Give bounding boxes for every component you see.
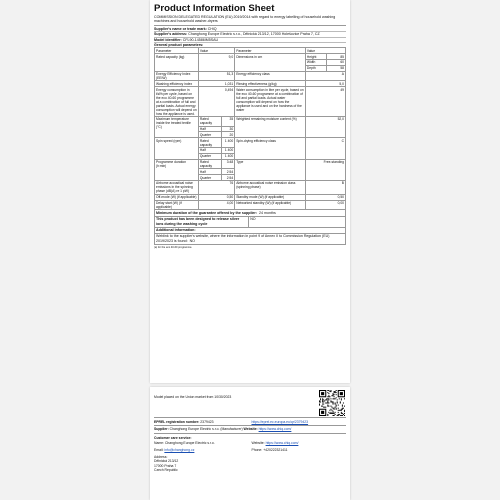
param-label-2: Dimensions in cm — [235, 54, 306, 71]
table-row — [155, 87, 346, 117]
sub-label: Rated capacity — [198, 138, 221, 148]
sub-value: 1 400 — [221, 138, 234, 148]
table-row — [155, 116, 346, 126]
sub-value: 2:54 — [221, 169, 234, 175]
care-phone-row: Phone: +420222321411 — [251, 448, 288, 453]
param-value-2: 52,0 — [305, 116, 345, 137]
page-title: Product Information Sheet — [154, 3, 275, 14]
allergen-value: NO — [250, 217, 256, 222]
additional-info-text: Weblink to the supplier's website, where the information in point 9 of Annex II to Commission Regulation (EU) 2019/2023 is found: NO — [154, 234, 346, 245]
sub-value: 20 — [221, 132, 234, 138]
param-value-2: 5,0 — [305, 81, 345, 87]
param-label-2: Standby mode (W) (if applicable) — [235, 194, 306, 200]
dimension-label: Depth — [305, 65, 326, 71]
param-value: 0,50 — [198, 194, 234, 200]
dimension-value: 60 — [326, 60, 345, 66]
guarantee-value: 24 months — [259, 210, 276, 215]
market-placement: Model placed on the Union market from 10/30/2023 — [154, 395, 232, 399]
footnote: (a) for the eco 40-60 programme. — [154, 245, 193, 249]
param-label: Delay start (W) (if applicable) — [155, 200, 199, 210]
sub-label: Half — [198, 169, 221, 175]
guarantee-row: Minimum duration of the guarantee offered by the supplier: 24 months — [154, 210, 346, 216]
qr-code-icon — [319, 390, 345, 416]
table-row — [155, 71, 346, 81]
header-value: Value — [198, 48, 234, 54]
allergen-row: This product has been designed to release silver ions during the washing cycle NO — [154, 217, 346, 228]
header-parameter: Parameter — [155, 48, 199, 54]
page-1 — [150, 0, 350, 383]
table-row — [155, 138, 346, 148]
sub-value: 3:48 — [221, 159, 234, 169]
sub-value: 30 — [221, 126, 234, 132]
sub-value: 1 400 — [221, 153, 234, 159]
care-name-row: Name: Changhong Europe Electric s.r.o. — [154, 440, 215, 445]
sub-label: Rated capacity — [198, 116, 221, 126]
sub-label: Half — [198, 148, 221, 154]
model-identifier: CFL90-14586IM5SAU — [182, 37, 219, 42]
header-parameter-2: Parameter — [235, 48, 306, 54]
param-value-2: C — [305, 138, 345, 159]
eprel-number: 2379423 — [200, 420, 214, 425]
sub-label: Rated capacity — [198, 159, 221, 169]
param-label-2: Airborne acoustical noise emission class (spinning phase) — [235, 180, 306, 194]
sub-label: Quarter — [198, 153, 221, 159]
parameter-table — [154, 47, 346, 210]
param-label-2: Weighted remaining moisture content (%) — [235, 116, 306, 137]
supplier-website-link[interactable]: https://www.chiq.com/ — [258, 427, 292, 432]
sub-value: 35 — [221, 116, 234, 126]
param-label-2: Rinsing effectiveness (g/kg) — [235, 81, 306, 87]
param-label: Maximum temperature inside the treated textile (°C) — [155, 116, 199, 137]
care-email-row: Email: info@changhong.cz — [154, 448, 195, 453]
general-parameters-heading: General product parameters: — [154, 43, 204, 48]
dimension-label: Height — [305, 54, 326, 60]
sub-label: Quarter — [198, 175, 221, 181]
care-address: Address: Dělnická 213/12 17000 Praha 7 Czech Republic — [154, 455, 179, 472]
dimension-label: Width — [305, 60, 326, 66]
regulation-text: COMMISSION DELEGATED REGULATION (EU) 2019/2014 with regard to energy labelling of household washing machines and household washer-dryers — [154, 15, 336, 24]
additional-info-heading: Additional information: — [154, 228, 346, 234]
sub-value: 2:54 — [221, 175, 234, 181]
param-label: Airborne acoustical noise emissions in the spinning phase (dB(A) re 1 pW) — [155, 180, 199, 194]
param-label: Rated capacity (kg) — [155, 54, 199, 71]
param-label: Washing efficiency index — [155, 81, 199, 87]
supplier-name: CHiQ — [207, 26, 217, 31]
param-value: 1,031 — [198, 81, 234, 87]
page-2 — [150, 387, 350, 500]
param-label-2: Energy efficiency class — [235, 71, 306, 81]
param-label-2: Spin-drying efficiency class — [235, 138, 306, 159]
param-label: Energy Efficiency Index (EEIW) — [155, 71, 199, 81]
header-value-2: Value — [305, 48, 345, 54]
param-value: 0,494 — [198, 87, 234, 117]
param-value-2: 49 — [305, 87, 345, 117]
care-website-row: Website: https://www.chiq.com/ — [251, 440, 299, 445]
param-value-2: A — [305, 71, 345, 81]
param-value-2: B — [305, 180, 345, 194]
param-value-2: 0,50 — [305, 194, 345, 200]
dimension-value: 58 — [326, 65, 345, 71]
additional-info-value: NO — [189, 238, 195, 243]
sub-label: Half — [198, 126, 221, 132]
supplier-address: Changhong Europe Electric s.r.o., Dělnická 213/12, 17000 Holešovice Praha 7, CZ — [188, 32, 320, 37]
sub-value: 1 400 — [221, 148, 234, 154]
supplier-row: Supplier: Changhong Europe Electric s.r.o. (Manufacturer) Website: https://www.chiq.com/ — [154, 427, 292, 432]
table-row — [155, 200, 346, 210]
sub-label: Quarter — [198, 132, 221, 138]
param-label: Energy consumption in kWh per cycle, based on the eco 40-60 programme at a combination of full and partial loads. Actual energy consumption will depend on how the appliance is used. — [156, 87, 197, 116]
param-label-2: Networked standby (W) (if applicable) — [235, 200, 306, 210]
table-row — [155, 159, 346, 169]
param-label: Spin speed (rpm) — [155, 138, 199, 159]
param-value-2: Free-standing — [305, 159, 345, 180]
param-label: Off-mode (W) (if applicable) — [156, 195, 197, 200]
customer-care-heading: Customer care service: — [154, 435, 192, 440]
param-value: 76 — [198, 180, 234, 194]
param-value: 4,00 — [198, 200, 234, 210]
dimension-value: 85 — [326, 54, 345, 60]
supplier-name-row: Supplier's name or trade mark: CHiQ — [154, 27, 346, 32]
param-label-2: Water consumption in litre per cycle, based on the eco 40-60 programme at a combination of full and partial loads. Actual water consumption will depend on how the appliance is used and on the hardness of the water — [235, 87, 306, 117]
care-website-link[interactable]: https://www.chiq.com/ — [265, 440, 299, 445]
param-label: Programme duration (h:min) — [155, 159, 199, 180]
param-value-2: 0,00 — [305, 200, 345, 210]
table-row — [155, 180, 346, 194]
eprel-link[interactable]: https://eprel.ec.europa.eu/qr/2379423 — [251, 420, 309, 425]
param-label-2: Type — [235, 159, 306, 180]
care-email-link[interactable]: info@changhong.cz — [164, 448, 195, 453]
model-row: Model identifier: CFL90-14586IM5SAU — [154, 38, 346, 43]
param-value: 9,0 — [198, 54, 234, 71]
supplier-address-row: Supplier's address: Changhong Europe Electric s.r.o., Dělnická 213/12, 17000 Holešovice Praha 7, CZ — [154, 32, 346, 37]
eprel-row: EPREL registration number: 2379423 — [154, 420, 214, 425]
param-value: 51,3 — [198, 71, 234, 81]
